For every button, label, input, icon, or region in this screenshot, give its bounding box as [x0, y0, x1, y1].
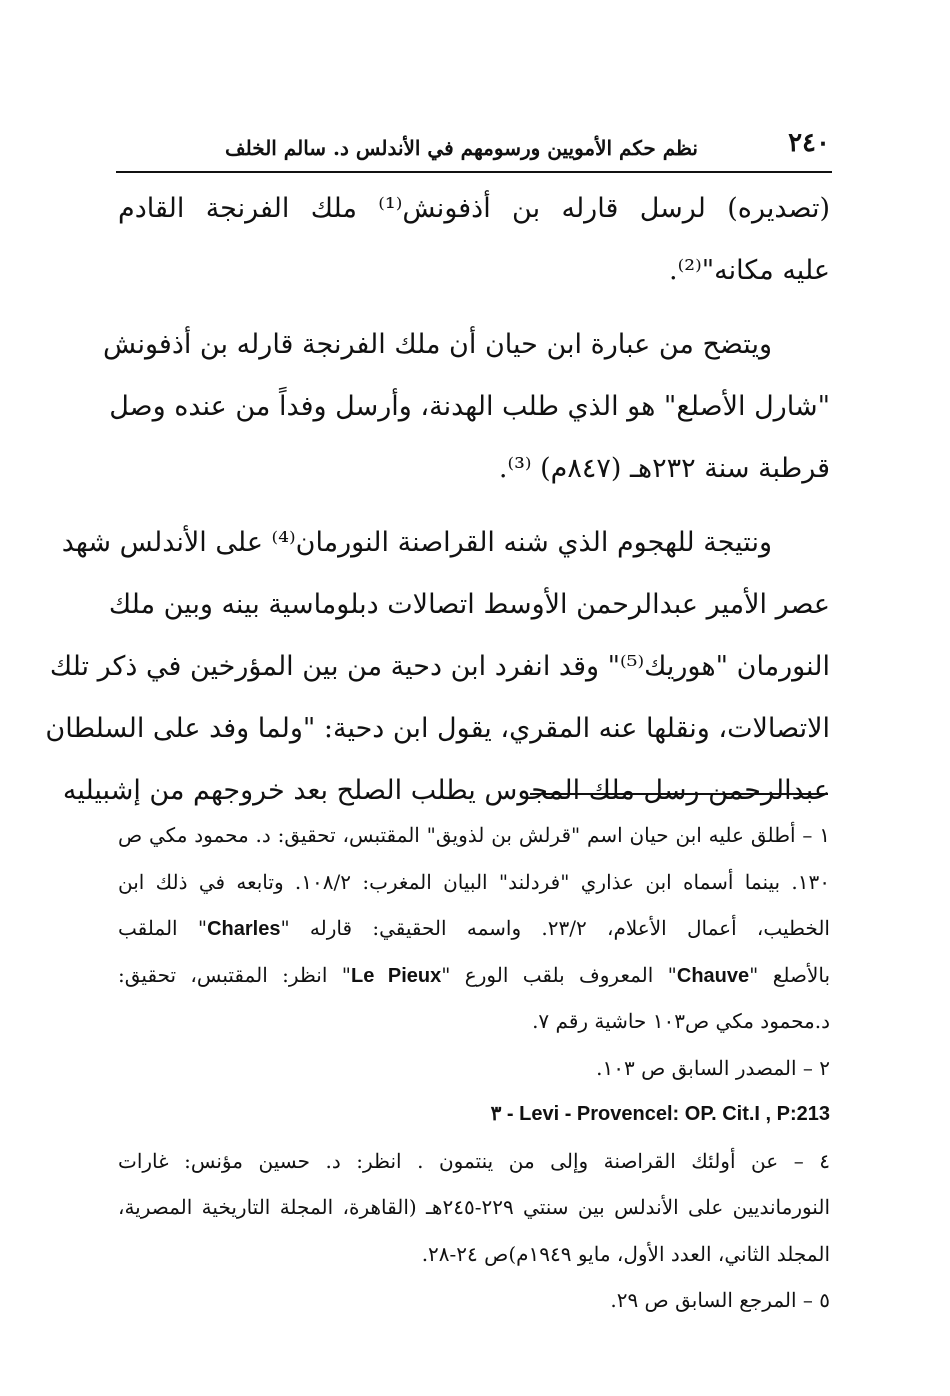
- page-header: [118, 128, 830, 170]
- latin-term: Chauve: [676, 964, 750, 987]
- footnote-line: النورمانديين على الأندلس بين سنتي ٢٢٩-٢٤٥هـ (القاهرة، المجلة التاريخية المصرية،: [118, 1195, 830, 1219]
- footnote-line: ٤ – عن أولئك القراصنة وإلى من ينتمون . انظر: د. حسين مؤنس: غارات: [118, 1148, 830, 1173]
- body-line: ويتضح من عبارة ابن حيان أن ملك الفرنجة قارله بن أذفونش: [103, 329, 772, 360]
- running-title: نظم حكم الأمويين ورسومهم في الأندلس د. سالم الخلف: [224, 136, 698, 160]
- body-line: عصر الأمير عبدالرحمن الأوسط اتصالات دبلوماسية بينه وبين ملك: [108, 589, 830, 620]
- latin-term: Le Pieux: [350, 964, 442, 987]
- latin-term: Charles: [207, 918, 281, 940]
- footnote-line: ٥ – المرجع السابق ص ٢٩.: [610, 1288, 830, 1312]
- header-rule: [116, 171, 832, 173]
- footnote-line: المجلد الثاني، العدد الأول، مايو ١٩٤٩م)ص ٢٤-٢٨.: [421, 1241, 830, 1266]
- footnote-separator: [530, 793, 828, 795]
- footnote-line: ٢ – المصدر السابق ص ١٠٣.: [596, 1055, 830, 1080]
- footnotes: [118, 812, 830, 1324]
- footnote-line: Levi - Provencel: OP. Cit.I , P:213 - ٣: [490, 1103, 830, 1125]
- main-text: [45, 178, 830, 822]
- body-line: "شارل الأصلع" هو الذي طلب الهدنة، وأرسل وفداً من عنده وصل: [109, 391, 830, 422]
- body-line: ونتيجة للهجوم الذي شنه القراصنة النورمان⁽⁴⁾ على الأندلس شهد: [61, 527, 772, 558]
- footnote-line: بالأصلع "Chauve" المعروف بلقب الورع "Le Pieux" انظر: المقتبس، تحقيق:: [118, 962, 831, 987]
- footnote-line: د.محمود مكي ص١٠٣ حاشية رقم ٧.: [532, 1009, 830, 1033]
- body-line: عليه مكانه"⁽²⁾.: [669, 255, 830, 286]
- body-line: الاتصالات، ونقلها عنه المقري، يقول ابن دحية: "ولما وفد على السلطان: [45, 713, 830, 744]
- footnote-line: ١٣٠. بينما أسماه ابن عذاري "فردلند" البيان المغرب: ١٠٨/٢. وتابعه في ذلك ابن: [118, 869, 830, 894]
- footnote-line: ١ – أطلق عليه ابن حيان اسم "قرلش بن لذويق" المقتبس، تحقيق: د. محمود مكي ص: [118, 823, 830, 847]
- body-line: النورمان "هوريك⁽⁵⁾" وقد انفرد ابن دحية من بين المؤرخين في ذكر تلك: [49, 651, 830, 682]
- body-line: قرطبة سنة ٢٣٢هـ (٨٤٧م) ⁽³⁾.: [498, 453, 830, 484]
- page-number: ٢٤٠: [788, 128, 830, 158]
- body-line: (تصديره) لرسل قارله بن أذفونش⁽¹⁾ ملك الفرنجة القادم: [118, 193, 830, 224]
- body-line: عبدالرحمن رسل ملك المجوس يطلب الصلح بعد خروجهم من إشبيليه: [62, 775, 830, 806]
- footnote-line: الخطيب، أعمال الأعلام، ٢٣/٢. واسمه الحقيقي: قارله "Charles" الملقب: [118, 916, 830, 940]
